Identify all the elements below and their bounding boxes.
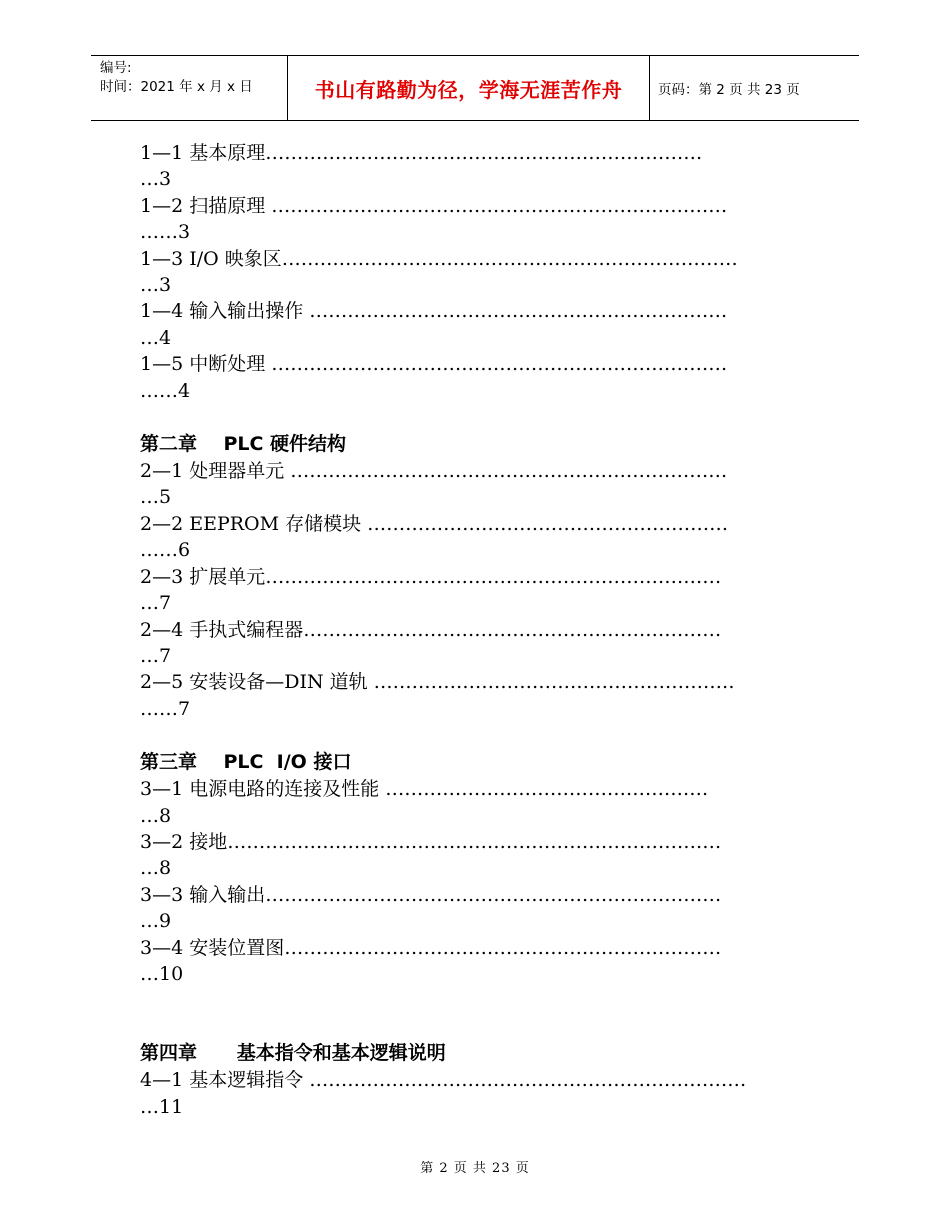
toc-entry-title: 2—4 手执式编程器 — [140, 618, 304, 641]
spacer — [140, 722, 840, 749]
toc-entry-title: 2—2 EEPROM 存储模块 — [140, 512, 368, 535]
toc-entry-dots: …………………………………………………………………… — [227, 830, 722, 853]
toc-entry[interactable] — [140, 829, 840, 882]
toc-entry-dots: …………………………………………… — [385, 778, 709, 801]
toc-entry-page: ……7 — [140, 697, 191, 720]
toc-entry-dots: ……………………………………………………………… — [271, 194, 728, 217]
toc-entry-title: 3—2 接地 — [140, 830, 228, 853]
toc-entry[interactable] — [140, 776, 840, 829]
chapter-heading[interactable]: 第二章 PLC 硬件结构 — [140, 433, 347, 456]
toc-entry-page: …3 — [140, 168, 172, 191]
toc-entry-dots: …………………………………………………………… — [309, 1069, 747, 1092]
toc-entry-dots: ……………………………………………………………… — [271, 353, 728, 376]
toc-entry-page: …10 — [140, 962, 184, 985]
toc-entry-dots: ………………………………………………………… — [303, 618, 722, 641]
toc-entry[interactable] — [140, 298, 840, 351]
toc-entry-title: 3—4 安装位置图 — [140, 936, 285, 959]
toc-entry-page: ……6 — [140, 539, 191, 562]
toc-entry[interactable] — [140, 246, 840, 299]
header-meta — [91, 56, 287, 120]
toc-entry-dots: ………………………………………………………… — [309, 300, 728, 323]
header-page-info: 页码：第 2 页 共 23 页 — [658, 82, 800, 98]
toc-entry-page: …11 — [140, 1095, 184, 1118]
toc-entry-page: …4 — [140, 326, 172, 349]
toc-entry-dots: ……………………………………………………………… — [265, 565, 722, 588]
chapter-heading[interactable]: 第四章 基本指令和基本逻辑说明 — [140, 1042, 446, 1065]
toc-entry-page: …7 — [140, 592, 172, 615]
toc-entry-dots: ……………………………………………………………… — [281, 247, 738, 270]
toc-entry[interactable] — [140, 1067, 840, 1120]
spacer — [140, 987, 840, 1040]
toc-entry-title: 3—3 输入输出 — [140, 883, 266, 906]
toc-entry-dots: ………………………………………………… — [367, 512, 729, 535]
toc-entry[interactable] — [140, 617, 840, 670]
toc-entry-dots: …………………………………………………………… — [284, 936, 722, 959]
toc-entry-page: …5 — [140, 486, 172, 509]
chapter-heading[interactable]: 第三章 PLC I/O 接口 — [140, 751, 352, 774]
document-number-label: 编号: — [100, 60, 132, 76]
toc-entry-title: 2—3 扩展单元 — [140, 565, 266, 588]
toc-entry-page: …8 — [140, 804, 172, 827]
toc-entry-title: 2—1 处理器单元 — [140, 460, 291, 483]
spacer — [140, 404, 840, 431]
toc-entry-page: …3 — [140, 274, 172, 297]
toc-entry-title: 3—1 电源电路的连接及性能 — [140, 778, 386, 801]
toc-entry-page: ……4 — [140, 379, 191, 402]
toc-entry-title: 2—5 安装设备—DIN 道轨 — [140, 671, 374, 694]
toc-entry-title: 1—1 基本原理 — [140, 142, 266, 164]
toc-entry-page: …8 — [140, 857, 172, 880]
toc-entry-dots: ……………………………………………………………… — [265, 883, 722, 906]
header-motto: 书山有路勤为径，学海无涯苦作舟 — [287, 56, 650, 120]
toc-entry[interactable] — [140, 564, 840, 617]
toc-entry-page: ……3 — [140, 221, 191, 244]
toc-entry-page: …7 — [140, 644, 172, 667]
toc-entry-page: …9 — [140, 910, 172, 933]
toc-entry-title: 1—2 扫描原理 — [140, 194, 272, 217]
toc-entry-dots: …………………………………………………………… — [290, 460, 728, 483]
toc-entry[interactable] — [140, 669, 840, 722]
table-of-contents — [140, 140, 840, 1120]
toc-entry-dots: …………………………………………………………… — [265, 142, 703, 164]
toc-entry[interactable] — [140, 935, 840, 988]
toc-entry-title: 1—4 输入输出操作 — [140, 300, 310, 323]
toc-entry[interactable] — [140, 193, 840, 246]
toc-entry[interactable] — [140, 511, 840, 564]
toc-entry-dots: ………………………………………………… — [373, 671, 735, 694]
toc-entry[interactable] — [140, 351, 840, 404]
toc-entry-title: 4—1 基本逻辑指令 — [140, 1069, 310, 1092]
toc-entry[interactable] — [140, 458, 840, 511]
toc-entry-title: 1—5 中断处理 — [140, 353, 272, 376]
page-footer: 第 2 页 共 23 页 — [420, 1161, 530, 1176]
toc-entry[interactable] — [140, 882, 840, 935]
toc-entry[interactable] — [140, 140, 840, 193]
page-header — [91, 55, 859, 121]
document-time-label: 时间：2021 年 x 月 x 日 — [100, 79, 253, 95]
toc-entry-title: 1—3 I/O 映象区 — [140, 247, 282, 270]
